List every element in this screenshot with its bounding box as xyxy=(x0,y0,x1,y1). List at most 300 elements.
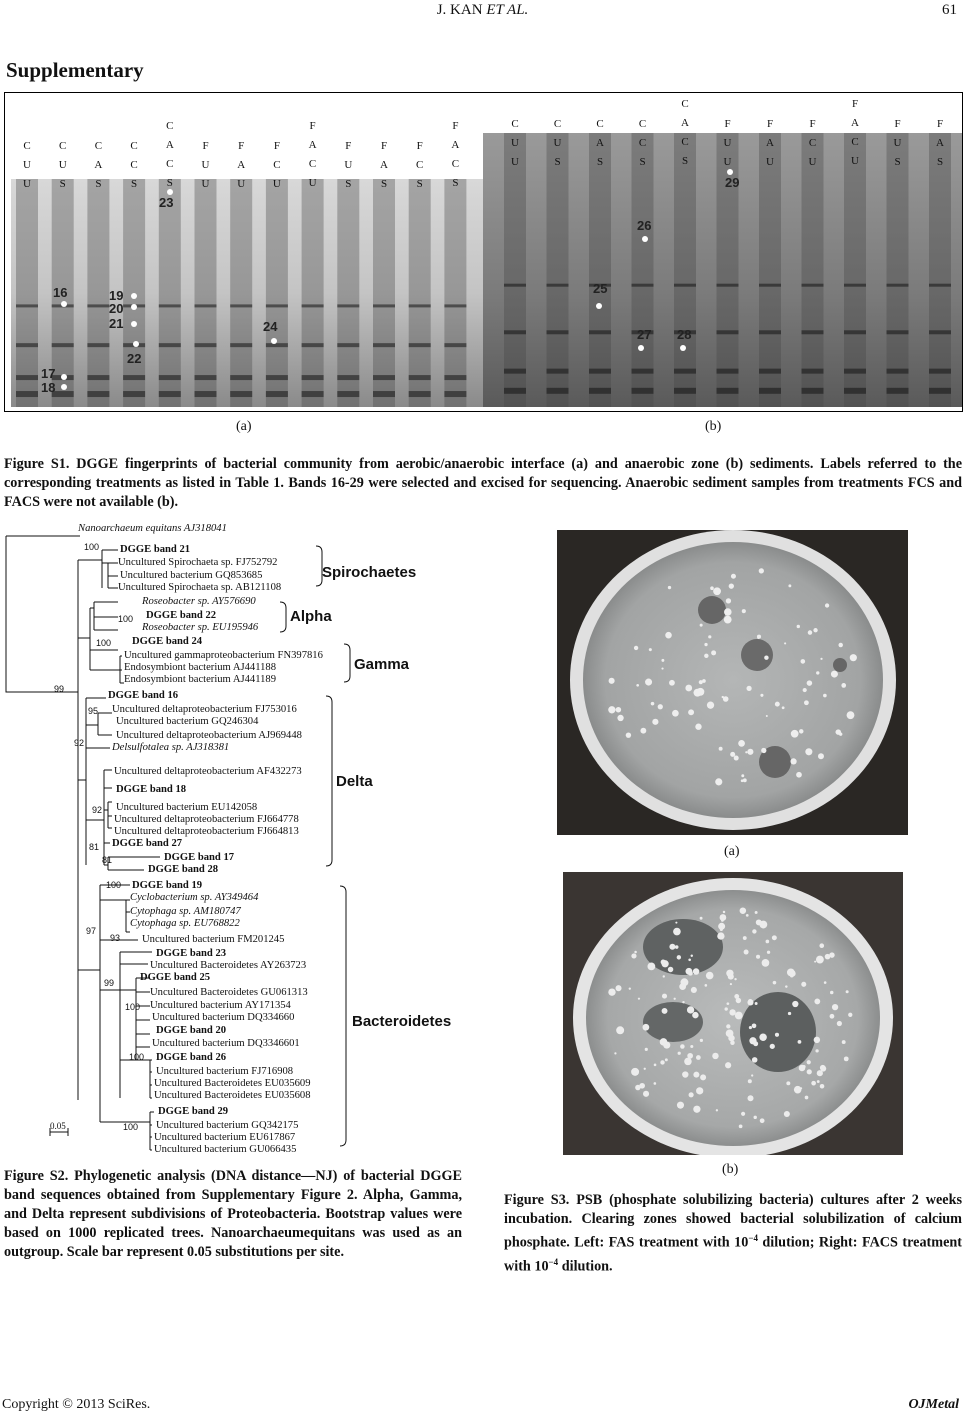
gel-band xyxy=(547,330,569,334)
bootstrap-value: 99 xyxy=(104,978,115,988)
tree-leaf-label: Uncultured deltaproteobacterium AJ969448 xyxy=(116,730,302,741)
colony xyxy=(838,643,842,647)
tree-leaf-label: Roseobacter sp. EU195946 xyxy=(142,622,259,633)
colony xyxy=(608,988,615,995)
gel-band xyxy=(302,304,324,307)
gel-lane-label: C U S xyxy=(553,118,562,168)
group-label-bacteroidetes: Bacteroidetes xyxy=(352,1013,452,1030)
colony xyxy=(652,719,658,725)
colony xyxy=(631,953,636,958)
colony xyxy=(696,688,704,696)
gel-lane-label: F A U xyxy=(237,140,246,190)
colony xyxy=(752,1023,757,1028)
colony xyxy=(847,711,855,719)
gel-band-label: 28 xyxy=(677,327,692,342)
petri-plate-b-photo xyxy=(563,872,903,1155)
colony xyxy=(746,914,749,917)
bootstrap-value: 95 xyxy=(88,706,99,716)
gel-band xyxy=(929,284,951,287)
colony xyxy=(665,632,672,639)
colony xyxy=(764,656,768,660)
colony xyxy=(743,936,747,940)
colony xyxy=(685,968,692,975)
gel-lane-label: F A S xyxy=(380,140,388,190)
tree-leaf-label: Uncultured bacterium DQ3346601 xyxy=(152,1038,300,1049)
colony xyxy=(759,1033,766,1040)
colony xyxy=(766,715,768,717)
colony xyxy=(846,990,849,993)
colony xyxy=(700,1074,706,1080)
gel-lane xyxy=(302,179,324,407)
gel-band-marker xyxy=(638,345,644,351)
colony xyxy=(644,1068,646,1070)
colony xyxy=(643,1091,649,1097)
colony xyxy=(813,628,817,632)
page-number: 61 xyxy=(942,2,957,18)
colony xyxy=(749,1026,752,1029)
gel-band xyxy=(16,304,38,307)
gel-band xyxy=(717,284,739,287)
gel-band xyxy=(159,375,181,380)
colony xyxy=(711,650,716,655)
colony xyxy=(820,658,822,660)
gel-band xyxy=(266,343,288,347)
tree-leaf-label: DGGE band 16 xyxy=(108,690,179,701)
tree-leaf-label: DGGE band 23 xyxy=(156,948,227,959)
colony xyxy=(728,974,734,980)
gel-band xyxy=(266,304,288,307)
colony xyxy=(742,609,746,613)
colony xyxy=(717,932,724,939)
gel-band-label: 27 xyxy=(637,327,652,342)
tree-leaf-label: Uncultured bacterium GU066435 xyxy=(154,1144,297,1155)
colony xyxy=(814,1037,820,1043)
gel-lane xyxy=(266,179,288,407)
gel-lane xyxy=(844,133,866,407)
gel-lane-label: C C S xyxy=(130,140,138,190)
tree-leaf-label: DGGE band 17 xyxy=(164,852,235,863)
figure-s3-caption-part3: dilution. xyxy=(558,1258,613,1275)
gel-band xyxy=(802,369,824,374)
colony xyxy=(775,702,780,707)
colony xyxy=(645,1048,648,1051)
colony xyxy=(663,975,665,977)
colony xyxy=(782,706,785,709)
colony xyxy=(684,1058,692,1066)
tree-leaf-label: Uncultured Bacteroidetes EU035608 xyxy=(154,1090,311,1101)
colony xyxy=(807,1060,811,1064)
gel-lane-label: F A U xyxy=(766,118,774,168)
bootstrap-value: 100 xyxy=(84,542,100,552)
gel-band xyxy=(337,391,359,397)
gel-lane xyxy=(195,179,217,407)
group-label-alpha: Alpha xyxy=(290,608,332,625)
gel-band xyxy=(504,284,526,287)
colony xyxy=(704,654,708,658)
colony xyxy=(762,959,770,967)
colony xyxy=(668,586,671,589)
colony xyxy=(730,983,732,985)
gel-lane xyxy=(547,133,569,407)
colony xyxy=(804,700,809,705)
colony xyxy=(791,730,799,738)
tree-leaf-label: Uncultured Spirochaeta sp. AB121108 xyxy=(118,582,282,593)
colony xyxy=(820,944,822,946)
colony xyxy=(759,568,764,573)
gel-lane-label: C A S xyxy=(596,118,604,168)
bootstrap-value: 81 xyxy=(89,842,100,852)
gel-band-marker xyxy=(642,236,648,242)
group-label-spirochaetes: Spirochaetes xyxy=(322,564,417,581)
colony xyxy=(687,1006,694,1013)
gel-band xyxy=(844,369,866,374)
colony xyxy=(830,991,834,995)
gel-band-marker xyxy=(61,301,67,307)
gel-band xyxy=(547,369,569,374)
colony xyxy=(755,911,758,914)
gel-band xyxy=(373,391,395,397)
colony xyxy=(669,944,675,950)
colony xyxy=(755,1002,758,1005)
colony xyxy=(614,1052,616,1054)
colony xyxy=(660,1060,664,1064)
colony xyxy=(794,1086,802,1094)
colony xyxy=(751,1074,753,1076)
gel-band xyxy=(844,330,866,334)
gel-band xyxy=(302,343,324,347)
gel-band xyxy=(409,391,431,397)
colony xyxy=(617,715,623,721)
gel-band xyxy=(302,391,324,397)
colony xyxy=(784,1111,790,1117)
colony xyxy=(805,748,812,755)
gel-band-marker xyxy=(727,169,733,175)
colony xyxy=(745,751,747,753)
gel-band-marker xyxy=(131,304,137,310)
gel-band xyxy=(759,330,781,334)
tree-leaf-label: Cytophaga sp. EU768822 xyxy=(130,918,240,929)
colony xyxy=(638,998,640,1000)
bootstrap-value: 97 xyxy=(86,926,97,936)
gel-band xyxy=(844,284,866,287)
gel-band xyxy=(802,284,824,287)
colony xyxy=(850,654,857,661)
scale-bar-label: 0.05 xyxy=(50,1121,66,1131)
gel-band xyxy=(373,343,395,347)
colony xyxy=(824,981,827,984)
colony xyxy=(766,940,770,944)
colony xyxy=(752,1057,758,1063)
figure-s1b-label: (b) xyxy=(705,419,722,434)
colony xyxy=(799,1065,806,1072)
gel-lane xyxy=(632,133,654,407)
colony xyxy=(695,724,701,730)
bootstrap-value: 100 xyxy=(123,1122,139,1132)
colony xyxy=(741,1112,745,1116)
colony xyxy=(691,987,697,993)
colony xyxy=(754,1116,757,1119)
colony xyxy=(790,758,796,764)
bootstrap-value: 81 xyxy=(102,855,113,865)
colony xyxy=(807,680,813,686)
gel-figure-frame xyxy=(4,92,963,412)
colony xyxy=(757,635,761,639)
gel-band xyxy=(632,369,654,374)
colony xyxy=(734,978,736,980)
gel-band xyxy=(444,375,466,380)
colony xyxy=(715,778,722,785)
tree-leaf-label: Nanoarchaeum equitans AJ318041 xyxy=(78,523,227,534)
gel-band xyxy=(887,330,909,334)
colony xyxy=(816,956,824,964)
gel-band xyxy=(674,388,696,394)
colony xyxy=(654,1064,657,1067)
gel-band-label: 20 xyxy=(109,301,124,316)
colony xyxy=(707,702,714,709)
header-et-al: ET AL. xyxy=(486,2,529,18)
tree-leaf-label: DGGE band 18 xyxy=(116,784,187,795)
phylogenetic-tree xyxy=(0,520,520,1160)
gel-band xyxy=(159,343,181,347)
tree-leaf-label: Uncultured bacterium GQ342175 xyxy=(156,1120,299,1131)
colony xyxy=(790,974,794,978)
gel-band xyxy=(759,369,781,374)
colony xyxy=(756,955,760,959)
colony xyxy=(626,732,631,737)
colony xyxy=(736,998,741,1003)
colony xyxy=(708,635,711,638)
colony xyxy=(784,642,786,644)
colony xyxy=(680,1044,685,1049)
gel-lane xyxy=(674,133,696,407)
colony xyxy=(747,749,753,755)
gel-band xyxy=(929,330,951,334)
tree-leaf-label: DGGE band 25 xyxy=(140,972,211,983)
colony xyxy=(767,951,770,954)
gel-band xyxy=(159,391,181,397)
tree-leaf-label: Uncultured bacterium EU142058 xyxy=(116,802,258,813)
colony xyxy=(616,985,622,991)
colony xyxy=(772,935,777,940)
colony xyxy=(691,955,693,957)
bootstrap-value: 93 xyxy=(110,933,121,943)
colony xyxy=(841,683,846,688)
colony xyxy=(696,1087,703,1094)
gel-band-label: 22 xyxy=(127,351,142,366)
colony xyxy=(740,907,747,914)
colony xyxy=(679,983,686,990)
colony xyxy=(726,598,731,603)
colony xyxy=(788,1012,791,1015)
gel-band xyxy=(887,369,909,374)
tree-leaf-label: Uncultured bacterium AY171354 xyxy=(150,1000,291,1011)
tree-branches xyxy=(0,520,520,1160)
gel-band xyxy=(195,304,217,307)
colony xyxy=(678,1052,681,1055)
colony xyxy=(799,729,803,733)
gel-band xyxy=(632,284,654,287)
gel-band xyxy=(409,343,431,347)
colony xyxy=(792,1001,798,1007)
gel-band xyxy=(444,343,466,347)
colony xyxy=(754,1043,757,1046)
gel-lane-label: F U U xyxy=(723,118,732,168)
gel-band xyxy=(802,330,824,334)
colony xyxy=(608,706,615,713)
gel-band xyxy=(337,343,359,347)
colony xyxy=(668,967,673,972)
gel-band xyxy=(504,369,526,374)
colony xyxy=(775,1033,779,1037)
colony xyxy=(669,680,675,686)
gel-band xyxy=(589,369,611,374)
gel-lane xyxy=(929,133,951,407)
gel-lane-label: F A C S xyxy=(451,120,460,189)
gel-band xyxy=(632,388,654,394)
colony xyxy=(690,1045,693,1048)
group-label-delta: Delta xyxy=(336,773,373,790)
figure-s1a-label: (a) xyxy=(236,419,252,434)
gel-band xyxy=(230,375,252,380)
gel-lane-label: C U S xyxy=(58,140,67,190)
tree-leaf-label: DGGE band 19 xyxy=(132,880,203,891)
gel-lane-label: F U U xyxy=(201,140,210,190)
colony xyxy=(801,982,806,987)
colony xyxy=(688,709,694,715)
colony xyxy=(729,1009,735,1015)
tree-leaf-label: Roseobacter sp. AY576690 xyxy=(142,596,256,607)
tree-leaf-label: Endosymbiont bacterium AJ441188 xyxy=(124,662,277,673)
colony xyxy=(837,1021,842,1026)
colony xyxy=(635,1085,640,1090)
gel-band xyxy=(887,284,909,287)
gel-band-label: 23 xyxy=(159,195,174,210)
tree-leaf-label: Uncultured deltaproteobacterium FJ664778 xyxy=(114,814,299,825)
gel-band-label: 29 xyxy=(725,175,740,190)
tree-leaf-label: Cytophaga sp. AM180747 xyxy=(130,906,241,917)
colony xyxy=(723,911,725,913)
bootstrap-value: 100 xyxy=(106,880,122,890)
colony xyxy=(665,1058,668,1061)
journal-name: OJMetal xyxy=(908,1397,959,1412)
gel-band xyxy=(589,388,611,394)
gel-lane xyxy=(87,179,109,407)
colony xyxy=(672,710,679,717)
tree-leaf-label: Cyclobacterium sp. AY349464 xyxy=(130,892,259,903)
gel-band xyxy=(547,284,569,287)
gel-band xyxy=(87,375,109,380)
gel-band xyxy=(159,304,181,307)
tree-leaf-label: DGGE band 20 xyxy=(156,1025,227,1036)
gel-band xyxy=(87,343,109,347)
header-author: J. KAN xyxy=(436,2,483,18)
gel-band xyxy=(547,388,569,394)
gel-lane-label: F A C U xyxy=(851,98,859,167)
colony xyxy=(640,728,646,734)
gel-band-marker xyxy=(131,321,137,327)
gel-band xyxy=(504,330,526,334)
gel-lane xyxy=(802,133,824,407)
colony xyxy=(651,702,655,706)
colony xyxy=(662,994,667,999)
gel-lane-label: C A S xyxy=(94,140,103,190)
gel-band xyxy=(759,388,781,394)
tree-leaf-label: Uncultured bacterium GQ246304 xyxy=(116,716,259,727)
gel-band-marker xyxy=(167,189,173,195)
colony xyxy=(677,955,681,959)
gel-band xyxy=(123,375,145,380)
figure-s1-caption: Figure S1. DGGE fingerprints of bacterial community from aerobic/anaerobic interface (a) and anaerobic zone (b) sediments. Labels referred to the corresponding treatments as listed in Table 1. Bands 16-29 were selected and excised for sequencing. Anaerobic sediment samples from treatments FCS and FACS were not available (b). xyxy=(4,456,962,510)
petri-plate-b-image xyxy=(563,872,903,1155)
tree-leaf-label: DGGE band 29 xyxy=(158,1106,229,1117)
section-title: Supplementary xyxy=(6,58,144,82)
colony xyxy=(761,748,766,753)
colony xyxy=(746,686,751,691)
gel-band xyxy=(123,391,145,397)
gel-band xyxy=(717,369,739,374)
tree-leaf-label: Uncultured gammaproteobacterium FN397816 xyxy=(124,650,323,661)
gel-band-label: 24 xyxy=(263,319,278,334)
colony xyxy=(786,1081,790,1085)
colony xyxy=(835,673,838,676)
colony xyxy=(705,984,708,987)
gel-lane xyxy=(504,133,526,407)
gel-band xyxy=(195,391,217,397)
tree-leaf-label: Uncultured bacterium DQ334660 xyxy=(152,1012,295,1023)
colony xyxy=(631,1068,639,1076)
bootstrap-value: 100 xyxy=(129,1052,145,1062)
tree-leaf-label: Delsulfotalea sp. AJ318381 xyxy=(112,742,230,753)
colony xyxy=(735,1012,743,1020)
colony xyxy=(687,1053,693,1059)
bootstrap-value: 92 xyxy=(74,738,85,748)
gel-lane-label: C A C S xyxy=(681,98,689,167)
gel-band xyxy=(16,375,38,380)
gel-lane xyxy=(444,179,466,407)
gel-lane xyxy=(337,179,359,407)
tree-leaf-label: Uncultured bacterium GQ853685 xyxy=(120,570,263,581)
gel-lane xyxy=(759,133,781,407)
colony xyxy=(752,929,756,933)
bootstrap-value: 99 xyxy=(54,684,65,694)
colony xyxy=(820,1065,826,1071)
colony xyxy=(693,1072,699,1078)
gel-band xyxy=(409,304,431,307)
gel-band-label: 17 xyxy=(41,366,56,381)
figure-s3b-label: (b) xyxy=(722,1162,739,1177)
gel-band xyxy=(674,284,696,287)
colony xyxy=(729,583,734,588)
gel-band xyxy=(844,388,866,394)
gel-lane-label: F U S xyxy=(893,118,902,168)
gel-band-marker xyxy=(271,338,277,344)
colony xyxy=(816,671,819,674)
colony xyxy=(661,659,664,662)
colony xyxy=(713,587,721,595)
tree-leaf-label: Uncultured Bacteroidetes EU035609 xyxy=(154,1078,311,1089)
colony xyxy=(805,1096,809,1100)
colony xyxy=(616,707,622,713)
colony xyxy=(748,1079,752,1083)
colony xyxy=(848,1013,852,1017)
colony xyxy=(829,952,834,957)
gel-band xyxy=(195,343,217,347)
gel-lane-label: F C S xyxy=(416,140,424,190)
colony xyxy=(796,772,802,778)
colony xyxy=(677,1102,684,1109)
gel-band xyxy=(444,391,466,397)
tree-leaf-label: Uncultured Spirochaeta sp. FJ752792 xyxy=(118,557,278,568)
